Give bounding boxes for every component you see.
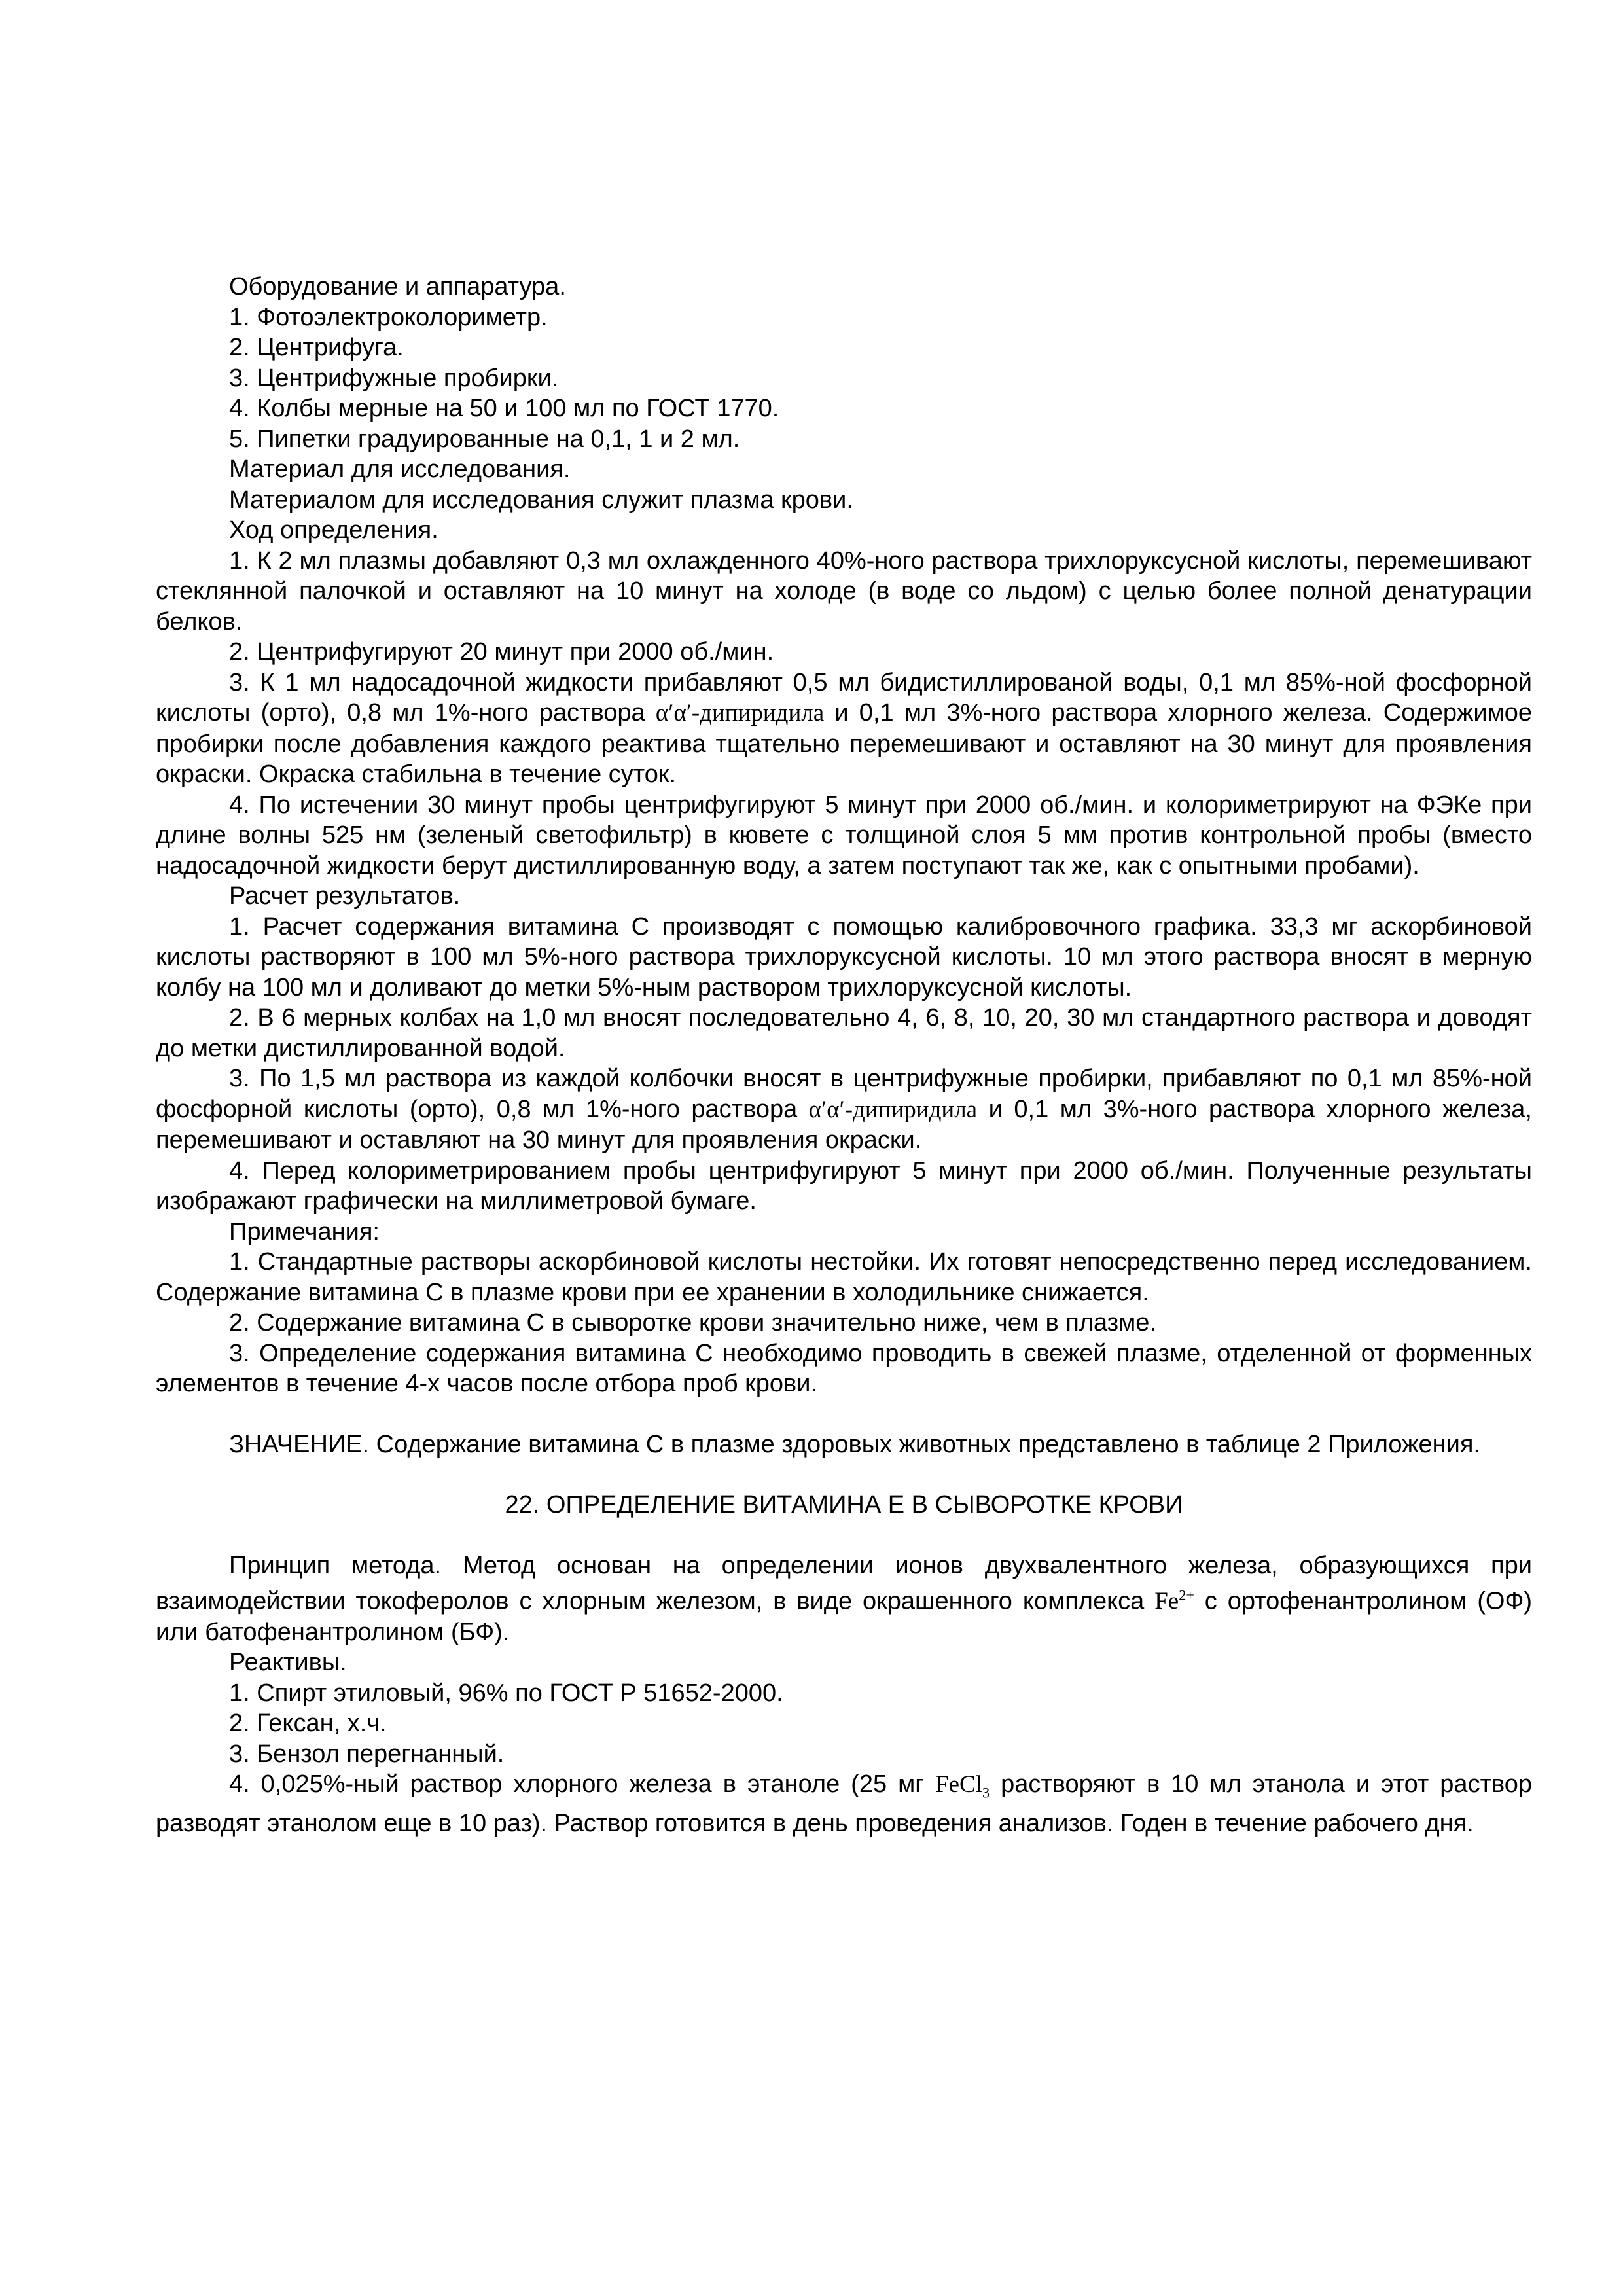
reagent-item: 2. Гексан, х.ч. — [229, 1710, 387, 1738]
equipment-item: 1. Фотоэлектроколориметр. — [229, 303, 548, 331]
procedure-step-3-text-b: и 0,1 мл 3%-ного раствора хлорного железа. Содержимое пробирки после добавления каждого реактива тщательно перемешивают и оставляют на 30 минут для проявления окраски. Окраска стабильна в течение суток. — [156, 699, 1533, 788]
document-body — [156, 272, 1532, 1839]
calculation-step-4: 4. Перед колориметрированием пробы центрифугируют 5 минут при 2000 об./мин. Полученные результаты изображают графически на миллиметровой бумаге. — [156, 1157, 1532, 1215]
procedure-step-4: 4. По истечении 30 минут пробы центрифугируют 5 минут при 2000 об./мин. и колориметрируют на ФЭКе при длине волны 525 нм (зеленый светофильтр) в кювете с толщиной слоя 5 мм против контрольной пробы (вместо надосадочной жидкости берут дистиллированную воду, а затем поступают так же, как с опытными пробами). — [156, 791, 1532, 880]
value-paragraph: ЗНАЧЕНИЕ. Содержание витамина С в плазме здоровых животных представлено в таблице 2 Приложения. — [229, 1430, 1480, 1458]
reagent-4-text-b: растворяют в 10 мл этанола и этот раствор разводят этанолом еще в 10 раз). Раствор готовится в день проведения анализов. Годен в течение рабочего дня. — [156, 1770, 1533, 1838]
reagent-item: 1. Спирт этиловый, 96% по ГОСТ Р 51652-2000. — [229, 1679, 783, 1707]
equipment-item: 4. Колбы мерные на 50 и 100 мл по ГОСТ 1770. — [229, 395, 779, 422]
procedure-title: Ход определения. — [229, 516, 438, 544]
equipment-item: 3. Центрифужные пробирки. — [229, 364, 559, 392]
principle-paragraph — [156, 1551, 1532, 1648]
principle-text-b: с ортофенантролином (ОФ) или батофенантролином (БФ). — [156, 1587, 1532, 1646]
procedure-step-2: 2. Центрифугируют 20 минут при 2000 об./мин. — [229, 638, 774, 666]
fecl3-formula — [935, 1771, 990, 1801]
reagent-item: 3. Бензол перегнанный. — [229, 1740, 505, 1768]
procedure-step-3-text-a: 3. К 1 мл надосадочной жидкости прибавляют 0,5 мл бидистиллированой воды, 0,1 мл 85%-ной фосфорной кислоты (орто), 0,8 мл 1%-ного раствора — [156, 668, 1532, 726]
fecl-subscript: 3 — [982, 1784, 990, 1801]
procedure-step-1: 1. К 2 мл плазмы добавляют 0,3 мл охлажденного 40%-ного раствора трихлоруксусной кислоты, перемешивают стеклянной палочкой и оставляют на 10 минут на холоде (в воде со льдом) с целью более полной денатурации белков. — [156, 547, 1532, 636]
reagent-4-text-a: 4. 0,025%-ный раствор хлорного железа в этаноле (25 мг — [229, 1770, 925, 1799]
equipment-item: 5. Пипетки градуированные на 0,1, 1 и 2 мл. — [229, 425, 740, 453]
equipment-title: Оборудование и аппаратура. — [229, 273, 566, 300]
section-heading: 22. ОПРЕДЕЛЕНИЕ ВИТАМИНА Е В СЫВОРОТКЕ КРОВИ — [505, 1491, 1183, 1518]
note-item: 2. Содержание витамина С в сыворотке крови значительно ниже, чем в плазме. — [229, 1309, 1157, 1336]
calculation-step-3-text-a: 3. По 1,5 мл раствора из каждой колбочки вносят в центрифужные пробирки, прибавляют по 0,1 мл 85%-ной фосфорной кислоты (орто), 0,8 мл 1%-ного раствора — [156, 1065, 1532, 1123]
principle-text-a: Принцип метода. Метод основан на определении ионов двухвалентного железа, образующихся при взаимодействии токоферолов с хлорным железом, в виде окрашенного комплекса — [156, 1551, 1532, 1615]
dipyridyl-formula: α′α′-дипиридила — [808, 1096, 978, 1123]
fe-symbol: Fe — [1154, 1588, 1179, 1615]
procedure-step-3 — [156, 668, 1532, 790]
equipment-item: 2. Центрифуга. — [229, 334, 404, 361]
dipyridyl-formula: α′α′-дипиридила — [655, 700, 825, 726]
calculation-step-3 — [156, 1064, 1532, 1156]
fecl-symbol: FeCl — [935, 1771, 983, 1799]
fe-charge: 2+ — [1179, 1587, 1194, 1604]
calculation-step-3-text-b: и 0,1 мл 3%-ного раствора хлорного железа, перемешивают и оставляют на 30 минут для проявления окраски. — [156, 1095, 1532, 1154]
reagents-title: Реактивы. — [229, 1649, 347, 1677]
calculation-step-1: 1. Расчет содержания витамина С производят с помощью калибровочного графика. 33,3 мг аскорбиновой кислоты растворяют в 100 мл 5%-ного раствора трихлоруксусной кислоты. 10 мл этого раствора вносят в мерную колбу на 100 мл и доливают до метки 5%-ным раствором трихлоруксусной кислоты. — [156, 912, 1532, 1001]
fe-ion-formula — [1154, 1588, 1194, 1615]
material-text: Материалом для исследования служит плазма крови. — [229, 486, 853, 514]
material-title: Материал для исследования. — [229, 456, 571, 483]
note-item: 1. Стандартные растворы аскорбиновой кислоты нестойки. Их готовят непосредственно перед исследованием. Содержание витамина С в плазме крови при ее хранении в холодильнике снижается. — [156, 1248, 1532, 1306]
calculation-step-2: 2. В 6 мерных колбах на 1,0 мл вносят последовательно 4, 6, 8, 10, 20, 30 мл стандартного раствора и доводят до метки дистиллированной водой. — [156, 1004, 1532, 1062]
reagent-item-4 — [156, 1769, 1532, 1839]
note-item: 3. Определение содержания витамина С необходимо проводить в свежей плазме, отделенной от форменных элементов в течение 4-х часов после отбора проб крови. — [156, 1339, 1532, 1397]
calculation-title: Расчет результатов. — [229, 882, 461, 910]
notes-title: Примечания: — [229, 1217, 380, 1246]
